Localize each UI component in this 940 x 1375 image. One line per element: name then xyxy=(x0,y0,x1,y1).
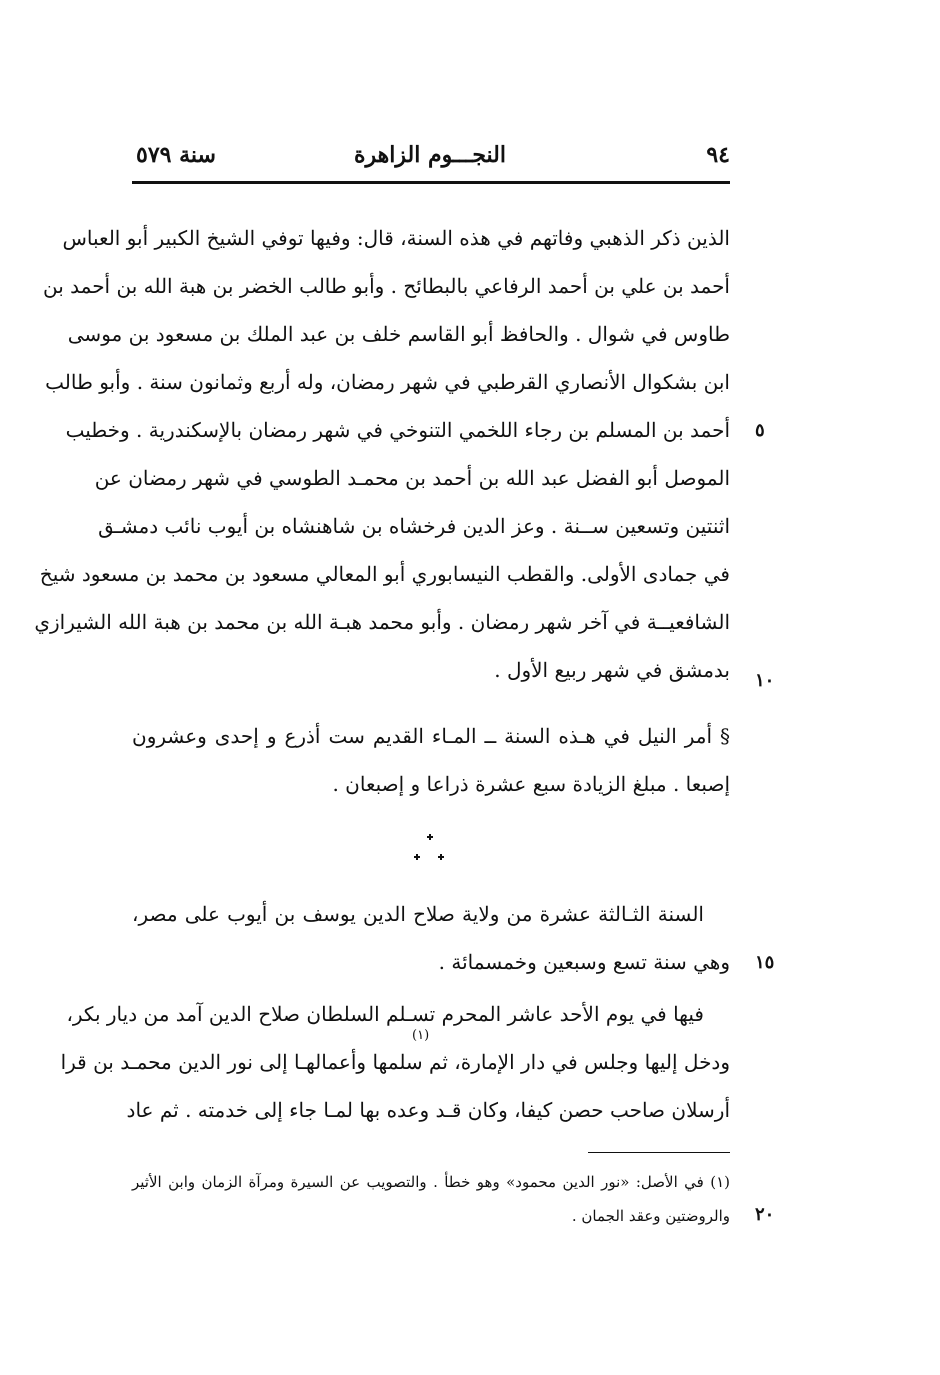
text-line: الذين ذكر الذهبي وفاتهم في هذه السنة، قال: وفيها توفي الشيخ الكبير أبو العباس xyxy=(62,226,730,250)
text-line: اثنتين وتسعين ســنة . وعز الدين فرخشاه بن شاهنشاه بن أيوب نائب دمشـق xyxy=(98,514,730,538)
book-title: النجـــوم الزاهرة xyxy=(354,142,506,168)
page-number: ٩٤ xyxy=(706,142,730,168)
margin-line-number: ١٥ xyxy=(755,952,775,973)
text-line: أحمد بن المسلم بن رجاء اللخمي التنوخي في شهر رمضان بالإسكندرية . وخطيب xyxy=(65,418,730,442)
heading-line: وهي سنة تسع وسبعين وخمسمائة . xyxy=(438,950,730,974)
footnote-line: والروضتين وعقد الجمان . xyxy=(571,1207,730,1225)
text-line: طاوس في شوال . والحافظ أبو القاسم خلف بن عبد الملك بن مسعود بن موسى xyxy=(67,322,730,346)
header-rule xyxy=(132,181,730,184)
running-header xyxy=(130,142,730,182)
text-line: الموصل أبو الفضل عبد الله بن أحمد بن محمـد الطوسي في شهر رمضان عن xyxy=(94,466,730,490)
text-line: ودخل إليها وجلس في دار الإمارة، ثم سلمها وأعمالهـا إلى نور الدين محمـد بن قرا xyxy=(60,1050,730,1074)
text-line: § أمر النيل في هـذه السنة ــ المـاء القديم ست أذرع و إحدى وعشرون xyxy=(132,724,730,748)
margin-line-number: ٥ xyxy=(755,420,765,441)
paragraph-nile xyxy=(132,712,730,808)
margin-line-number: ٢٠ xyxy=(755,1204,775,1225)
section-heading xyxy=(132,890,730,986)
text-line: فيها في يوم الأحد عاشر المحرم تسـلم السلطان صلاح الدين آمد من ديار بكر، xyxy=(66,1002,704,1026)
text-line: الشافعيــة في آخر شهر رمضان . وأبو محمد هبـة الله بن محمد بن هبة الله الشيرازي xyxy=(34,610,730,634)
text-line: إصبعا . مبلغ الزيادة سبع عشرة ذراعا و إصبعان . xyxy=(332,772,730,796)
heading-line: السنة الثـالثة عشرة من ولاية صلاح الدين يوسف بن أيوب على مصر، xyxy=(132,902,704,926)
paragraph-amid xyxy=(60,990,730,1134)
section-separator-icon xyxy=(405,832,455,872)
text-line: في جمادى الأولى. والقطب النيسابوري أبو المعالي مسعود بن محمد بن مسعود شيخ xyxy=(39,562,730,586)
text-line: بدمشق في شهر ربيع الأول . xyxy=(494,658,730,682)
footnote-marker: (١) xyxy=(412,1028,430,1043)
footnote-rule xyxy=(588,1152,730,1153)
paragraph-deaths xyxy=(34,214,730,694)
text-line: أرسلان صاحب حصن كيفا، وكان قـد وعده بها لمـا جاء إلى خدمته . ثم عاد xyxy=(126,1098,730,1122)
footnotes xyxy=(132,1165,730,1233)
year-label: سنة ٥٧٩ xyxy=(136,142,216,168)
text-line: ابن بشكوال الأنصاري القرطبي في شهر رمضان، وله أربع وثمانون سنة . وأبو طالب xyxy=(45,370,730,394)
text-line: أحمد بن علي بن أحمد الرفاعي بالبطائح . وأبو طالب الخضر بن هبة الله بن أحمد بن xyxy=(42,274,730,298)
footnote-line: (١) في الأصل: «نور الدين محمود» وهو خطأ . والتصويب عن السيرة ومرآة الزمان وابن الأثير xyxy=(132,1173,730,1191)
margin-line-number: ١٠ xyxy=(755,670,775,691)
